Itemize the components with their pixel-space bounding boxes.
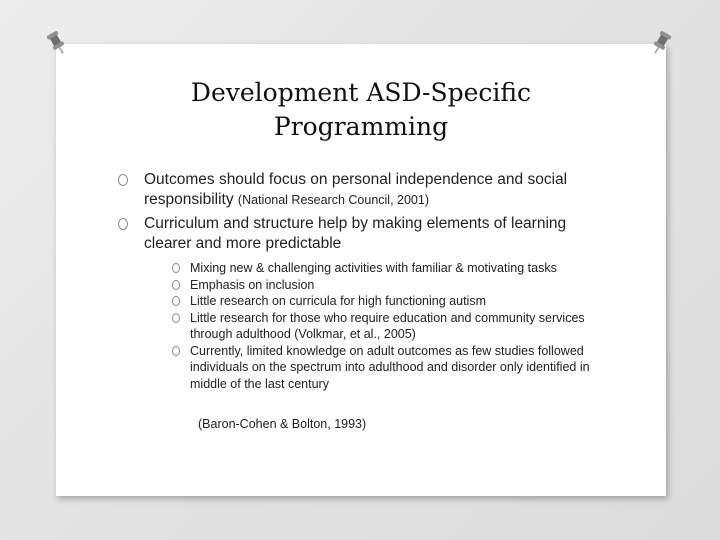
hollow-o-bullet-icon — [118, 218, 128, 230]
hollow-o-bullet-icon — [172, 296, 180, 306]
bullet-text: Outcomes should focus on personal independence and social responsibility — [144, 171, 568, 208]
sub-bullet-text: Currently, limited knowledge on adult outcomes as few studies followed individuals on the spectrum into adulthood and disorder only identified in middle of the last century — [190, 343, 590, 391]
sub-bullet-text: Little research for those who require education and community services through adulthood (Volkmar, et al., 2005) — [190, 310, 585, 341]
hollow-o-bullet-icon — [118, 174, 128, 186]
sub-bullet-text: Mixing new & challenging activities with familiar & motivating tasks — [190, 261, 557, 275]
slide-title-line1: Development ASD-Specific — [190, 78, 532, 107]
sub-bullet-item — [172, 293, 602, 310]
hollow-o-bullet-icon — [172, 313, 180, 323]
sub-bullet-item — [172, 260, 602, 277]
sub-bullet-item — [172, 310, 602, 343]
hollow-o-bullet-icon — [172, 346, 180, 356]
bullet-citation: (National Research Council, 2001) — [237, 193, 429, 207]
bullet-list — [118, 170, 598, 396]
sub-bullet-list — [172, 260, 602, 392]
hollow-o-bullet-icon — [172, 263, 180, 273]
sub-bullet-item — [172, 277, 602, 294]
bullet-text: Curriculum and structure help by making elements of learning clearer and more predictable — [144, 215, 567, 252]
bullet-item-outcomes — [118, 170, 598, 210]
sub-bullet-text: Emphasis on inclusion — [190, 277, 315, 292]
slide-title — [56, 76, 666, 144]
bullet-item-curriculum — [118, 214, 598, 392]
hollow-o-bullet-icon — [172, 280, 180, 290]
closing-citation: (Baron-Cohen & Bolton, 1993) — [198, 417, 367, 431]
sub-bullet-item — [172, 343, 602, 393]
sub-bullet-text: Little research on curricula for high functioning autism — [190, 294, 486, 308]
slide-title-line2: Programming — [273, 112, 449, 141]
